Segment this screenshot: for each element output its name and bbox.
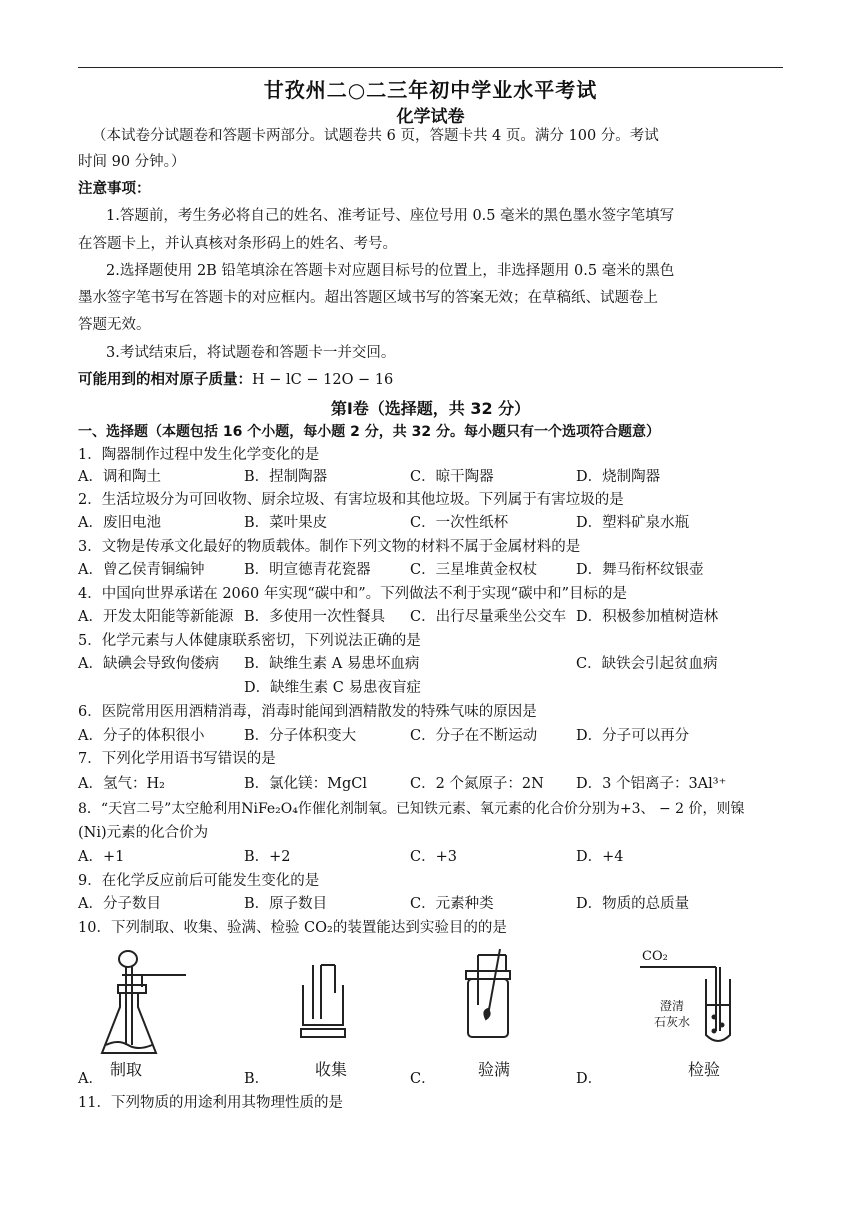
q4-option-d: D．积极参加植树造林 bbox=[576, 609, 719, 625]
note-2-line-3: 答题无效。 bbox=[78, 317, 151, 333]
q5-option-b: B．缺维生素 A 易患坏血病 bbox=[244, 656, 420, 672]
q6-option-a: A．分子的体积很小 bbox=[78, 728, 205, 744]
exam-title: 甘孜州二○二三年初中学业水平考试 bbox=[263, 78, 598, 102]
q6-option-d: D．分子可以再分 bbox=[576, 728, 690, 744]
q8-option-b: B．+2 bbox=[244, 849, 291, 865]
q10-label-test: 检验 bbox=[688, 1060, 721, 1079]
q10-stem: 10．下列制取、收集、验满、检验 CO₂的装置能达到实验目的的是 bbox=[78, 920, 507, 936]
q2-option-a: A．废旧电池 bbox=[78, 515, 161, 531]
q9-option-d: D．物质的总质量 bbox=[576, 896, 690, 912]
q5-option-a: A．缺碘会导致佝偻病 bbox=[78, 656, 219, 672]
q4-options bbox=[78, 606, 783, 628]
q2-option-b: B．菜叶果皮 bbox=[244, 515, 328, 531]
exam-subtitle: 化学试卷 bbox=[396, 107, 465, 127]
q3-option-a: A．曾乙侯青铜编钟 bbox=[78, 562, 205, 578]
part1-title: 第Ⅰ卷（选择题，共 32 分） bbox=[330, 399, 531, 418]
note-3: 3.考试结束后，将试题卷和答题卡一并交回。 bbox=[106, 345, 396, 361]
q10-limewater-label-1: 澄清 bbox=[660, 999, 685, 1013]
collection-bottle-icon bbox=[293, 945, 363, 1055]
q7-stem: 7．下列化学用语书写错误的是 bbox=[78, 751, 276, 767]
q5-option-d: D．缺维生素 C 易患夜盲症 bbox=[244, 680, 421, 696]
atomic-mass-values: H − lC − 12O − 16 bbox=[252, 372, 394, 388]
q10-apparatus-figures bbox=[78, 945, 783, 1085]
q2-options bbox=[78, 512, 783, 534]
note-2-line-2: 墨水签字笔书写在答题卡的对应框内。超出答题区域书写的答案无效；在草稿纸、试题卷上 bbox=[78, 290, 658, 306]
intro-line-2: 时间 90 分钟。） bbox=[78, 154, 186, 170]
q3-option-b: B．明宣德青花瓷器 bbox=[244, 562, 371, 578]
intro-line-1: （本试卷分试题卷和答题卡两部分。试题卷共 6 页，答题卡共 4 页。满分 100 分。考试 bbox=[92, 128, 659, 144]
q10-figure-b-collection bbox=[293, 945, 403, 1085]
q7-option-b: B．氯化镁：MgCl bbox=[244, 776, 368, 792]
q5-option-c: C．缺铁会引起贫血病 bbox=[576, 656, 718, 672]
q9-option-c: C．元素种类 bbox=[410, 896, 494, 912]
q4-option-c: C．出行尽量乘坐公交车 bbox=[410, 609, 567, 625]
note-2-line-1: 2.选择题使用 2B 铅笔填涂在答题卡对应题目标号的位置上，非选择题用 0.5 毫米的黑色 bbox=[106, 263, 675, 279]
q3-option-c: C．三星堆黄金权杖 bbox=[410, 562, 538, 578]
q1-option-a: A．调和陶土 bbox=[78, 469, 161, 485]
q5-options-row1 bbox=[78, 653, 783, 675]
q2-option-d: D．塑料矿泉水瓶 bbox=[576, 515, 690, 531]
q7-option-a: A．氢气：H₂ bbox=[78, 776, 165, 792]
q1-option-c: C．晾干陶器 bbox=[410, 469, 494, 485]
q10-label-collection: 收集 bbox=[315, 1060, 348, 1079]
q3-option-d: D．舞马衔杯纹银壶 bbox=[576, 562, 704, 578]
header-rule bbox=[78, 67, 783, 68]
q5-stem: 5．化学元素与人体健康联系密切，下列说法正确的是 bbox=[78, 633, 421, 649]
q8-options bbox=[78, 846, 783, 868]
q7-option-d: D．3 个铝离子：3Al³⁺ bbox=[576, 776, 727, 792]
notes-heading: 注意事项： bbox=[78, 181, 151, 197]
q9-stem: 9．在化学反应前后可能发生变化的是 bbox=[78, 873, 320, 889]
q10-figure-d-test bbox=[618, 945, 758, 1085]
q1-stem: 1．陶器制作过程中发生化学变化的是 bbox=[78, 447, 320, 463]
q10-option-a: A． bbox=[78, 1071, 103, 1087]
q8-option-d: D．+4 bbox=[576, 849, 624, 865]
gas-bottle-splint-icon bbox=[458, 945, 528, 1055]
q10-co2-label: CO₂ bbox=[642, 949, 668, 964]
q8-option-c: C．+3 bbox=[410, 849, 457, 865]
q8-stem-line-2: (Ni)元素的化合价为 bbox=[78, 825, 209, 841]
q10-figure-a-production bbox=[98, 945, 238, 1085]
q4-option-a: A．开发太阳能等新能源 bbox=[78, 609, 234, 625]
q10-label-full-check: 验满 bbox=[478, 1060, 511, 1079]
flask-apparatus-icon bbox=[98, 945, 188, 1065]
atomic-mass-label: 可能用到的相对原子质量： bbox=[78, 372, 252, 388]
q4-option-b: B．多使用一次性餐具 bbox=[244, 609, 386, 625]
note-1-line-1: 1.答题前，考生务必将自己的姓名、准考证号、座位号用 0.5 毫米的黑色墨水签字笔填写 bbox=[106, 208, 675, 224]
q10-figure-c-full-check bbox=[458, 945, 568, 1085]
q3-options bbox=[78, 559, 783, 581]
q10-option-c: C． bbox=[410, 1071, 436, 1087]
q8-option-a: A．+1 bbox=[78, 849, 125, 865]
q6-options bbox=[78, 725, 783, 747]
section-1-heading: 一、选择题（本题包括 16 个小题，每小题 2 分，共 32 分。每小题只有一个选项符合题意） bbox=[78, 424, 660, 440]
q10-label-production: 制取 bbox=[110, 1060, 143, 1079]
q6-option-b: B．分子体积变大 bbox=[244, 728, 357, 744]
q10-option-b: B． bbox=[244, 1071, 270, 1087]
q1-option-d: D．烧制陶器 bbox=[576, 469, 661, 485]
q7-options bbox=[78, 773, 783, 795]
q2-stem: 2．生活垃圾分为可回收物、厨余垃圾、有害垃圾和其他垃圾。下列属于有害垃圾的是 bbox=[78, 492, 624, 508]
q10-option-d: D． bbox=[576, 1071, 603, 1087]
q11-stem: 11．下列物质的用途利用其物理性质的是 bbox=[78, 1095, 343, 1111]
q2-option-c: C．一次性纸杯 bbox=[410, 515, 509, 531]
q9-option-a: A．分子数目 bbox=[78, 896, 161, 912]
q7-option-c: C．2 个氮原子：2N bbox=[410, 776, 544, 792]
q9-options bbox=[78, 893, 783, 915]
q6-stem: 6．医院常用医用酒精消毒，消毒时能闻到酒精散发的特殊气味的原因是 bbox=[78, 704, 537, 720]
q1-options bbox=[78, 466, 783, 488]
q4-stem: 4．中国向世界承诺在 2060 年实现“碳中和”。下列做法不利于实现“碳中和”目标的是 bbox=[78, 586, 627, 602]
q6-option-c: C．分子在不断运动 bbox=[410, 728, 538, 744]
q10-limewater-label-2: 石灰水 bbox=[654, 1015, 691, 1029]
atomic-mass-line bbox=[78, 369, 783, 391]
q3-stem: 3．文物是传承文化最好的物质载体。制作下列文物的材料不属于金属材料的是 bbox=[78, 539, 581, 555]
q1-option-b: B．捏制陶器 bbox=[244, 469, 328, 485]
note-1-line-2: 在答题卡上，并认真核对条形码上的姓名、考号。 bbox=[78, 236, 397, 252]
q8-stem-line-1: 8．“天宫二号”太空舱利用NiFe₂O₄作催化剂制氧。已知铁元素、氧元素的化合价分别为+3、 − 2 价，则镍 bbox=[78, 801, 745, 817]
q9-option-b: B．原子数目 bbox=[244, 896, 328, 912]
q5-options-row2 bbox=[78, 677, 783, 699]
